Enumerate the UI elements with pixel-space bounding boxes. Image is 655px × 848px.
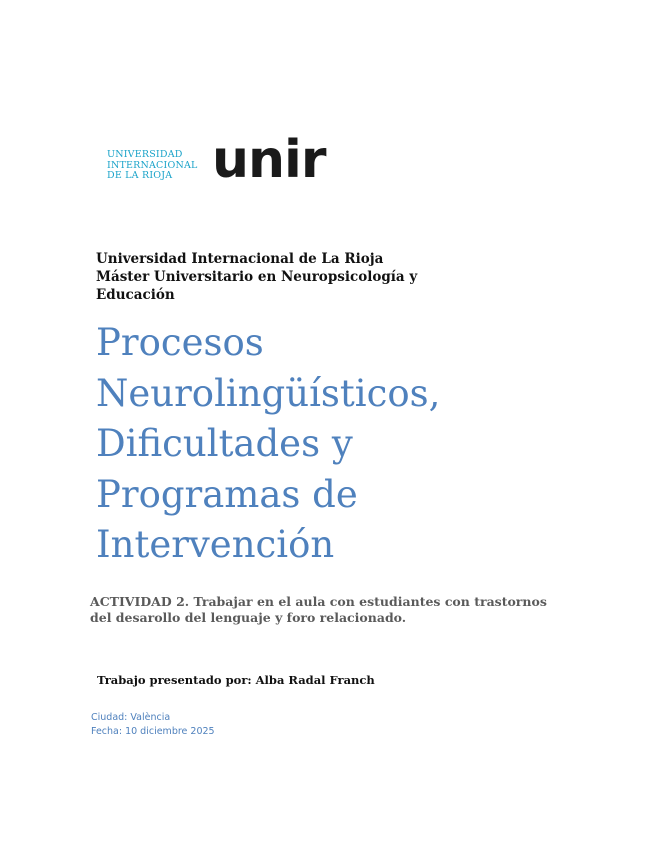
date-line: Fecha: 10 diciembre 2025: [91, 726, 215, 737]
meta-block: [91, 711, 215, 739]
logo-line: INTERNACIONAL: [107, 159, 198, 171]
master-name: Máster Universitario en Neuropsicología y: [96, 269, 418, 285]
author-line: Trabajo presentado por: Alba Radal Franch: [97, 673, 375, 687]
logo-line: DE LA RIOJA: [107, 170, 173, 181]
logo-line: UNIVERSIDAD: [107, 149, 183, 160]
institution-block: [96, 250, 417, 304]
city-line: Ciudad: València: [91, 712, 171, 723]
title-line: Dificultades y: [96, 422, 353, 465]
master-name-cont: Educación: [96, 287, 175, 303]
document-title: [96, 318, 440, 571]
title-line: Neurolingüísticos,: [96, 371, 441, 415]
title-line: Intervención: [96, 523, 335, 566]
title-line: Programas de: [96, 472, 358, 516]
activity-description: ACTIVIDAD 2. Trabajar en el aula con estudiantes con trastornos del desarollo del lenguaje y foro relacionado.: [90, 594, 547, 625]
institution-name: Universidad Internacional de La Rioja: [96, 251, 384, 267]
logo-wordmark: unir: [212, 130, 326, 190]
logo-university-name: [107, 150, 198, 182]
title-line: Procesos: [96, 321, 264, 364]
